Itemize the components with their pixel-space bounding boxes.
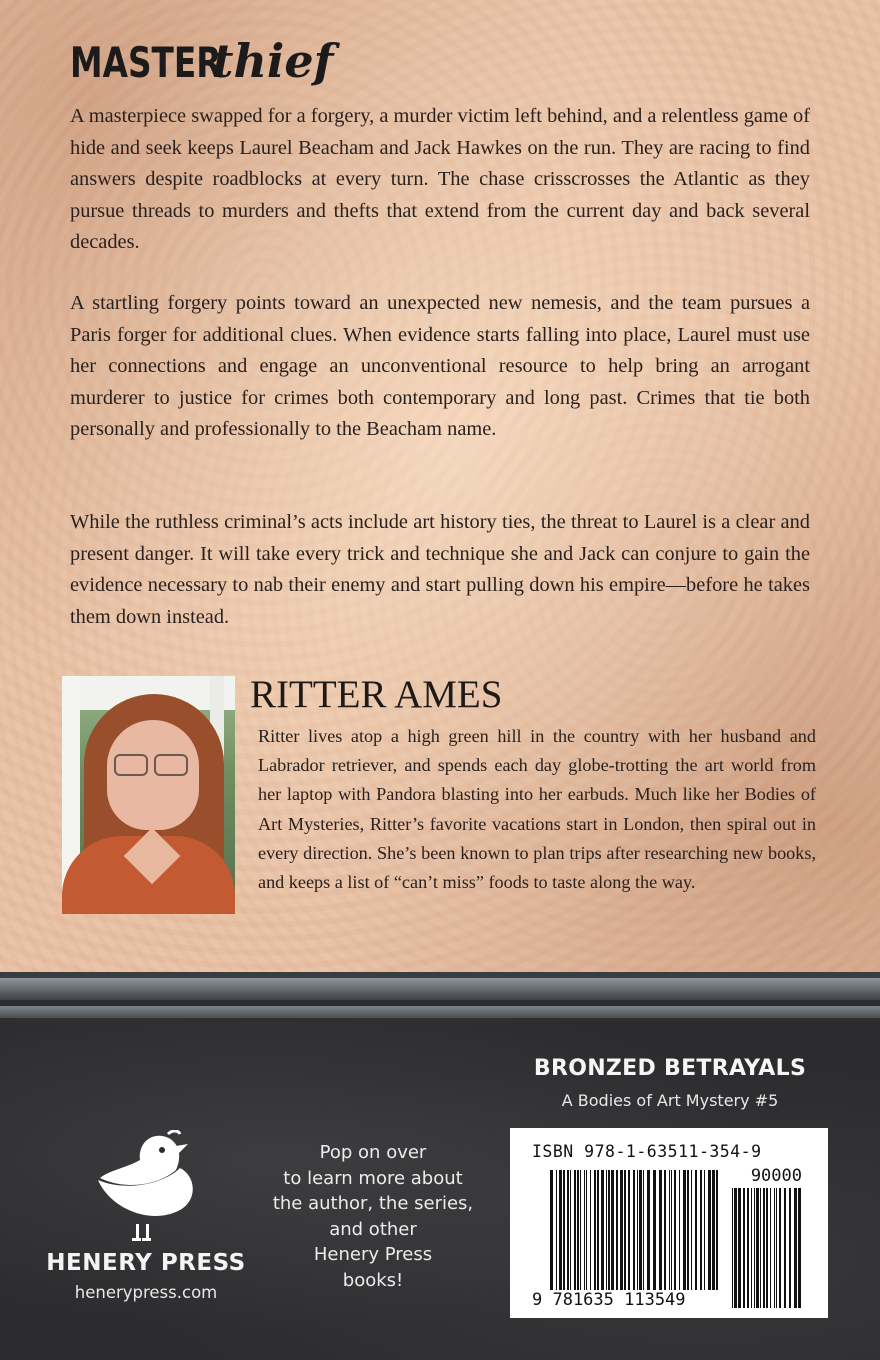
shelf-divider <box>0 972 880 1022</box>
barcode-addon-digits: 90000 <box>750 1166 802 1186</box>
author-bio: Ritter lives atop a high green hill in the country with her husband and Labrador retriever, and spends each day globe-trotting the art world from her laptop with Pandora blasting into her earbuds. Much like her Bodies of Art Mysteries, Ritter’s favorite vacations start in London, then spiral out in every direction. She’s been known to plan trips after researching new books, and keeps a list of “can’t miss” foods to taste along the way. <box>258 726 816 893</box>
series-subtitle: A Bodies of Art Mystery #5 <box>561 1091 779 1110</box>
promo-line: books! <box>342 1269 404 1291</box>
series-title-master: MASTER <box>70 38 222 87</box>
promo-line: and other <box>329 1218 417 1240</box>
promo-line: the author, the series, <box>272 1193 474 1214</box>
author-photo <box>62 676 235 914</box>
blurb-paragraph-2: A startling forgery points toward an unexpected new nemesis, and the team pursues a Paris forger for additional clues. When evidence starts falling into place, Laurel must use her connections and engage an unconventional resource to help bring an arrogant murderer to justice for crimes both contemporary and long past. Crimes that tie both personally and professionally to the Beacham name. <box>70 292 810 440</box>
bird-logo-icon <box>80 1130 220 1250</box>
author-name: RITTER AMES <box>250 673 503 716</box>
publisher-url: henerypress.com <box>74 1283 218 1302</box>
blurb-paragraph-1: A masterpiece swapped for a forgery, a murder victim left behind, and a relentless game of hide and seek keeps Laurel Beacham and Jack Hawkes on the run. They are racing to find answers despite roadblocks at every turn. The chase crisscrosses the Atlantic as they pursue threads to murders and thefts that extend from the current day and back several decades. <box>70 105 810 253</box>
series-title <box>70 34 333 104</box>
barcode-panel <box>510 1128 828 1318</box>
promo-line: Henery Press <box>313 1244 433 1265</box>
book-title: BRONZED BETRAYALS <box>533 1056 807 1081</box>
series-title-thief: thief <box>212 34 334 88</box>
barcode-addon-bars <box>732 1188 802 1308</box>
barcode-main-bars <box>550 1170 718 1295</box>
promo-text <box>256 1140 490 1293</box>
promo-line: to learn more about <box>283 1167 463 1189</box>
barcode-digits: 9 781635 113549 <box>532 1290 732 1310</box>
blurb-paragraph-3: While the ruthless criminal’s acts include art history ties, the threat to Laurel is a clear and present danger. It will take every trick and technique she and Jack can conjure to gain the evidence necessary to nab their enemy and start pulling down his empire—before he takes them down instead. <box>70 511 810 628</box>
publisher-name: HENERY PRESS <box>46 1250 246 1276</box>
promo-line: Pop on over <box>319 1142 427 1163</box>
isbn-label: ISBN 978-1-63511-354-9 <box>532 1142 762 1161</box>
